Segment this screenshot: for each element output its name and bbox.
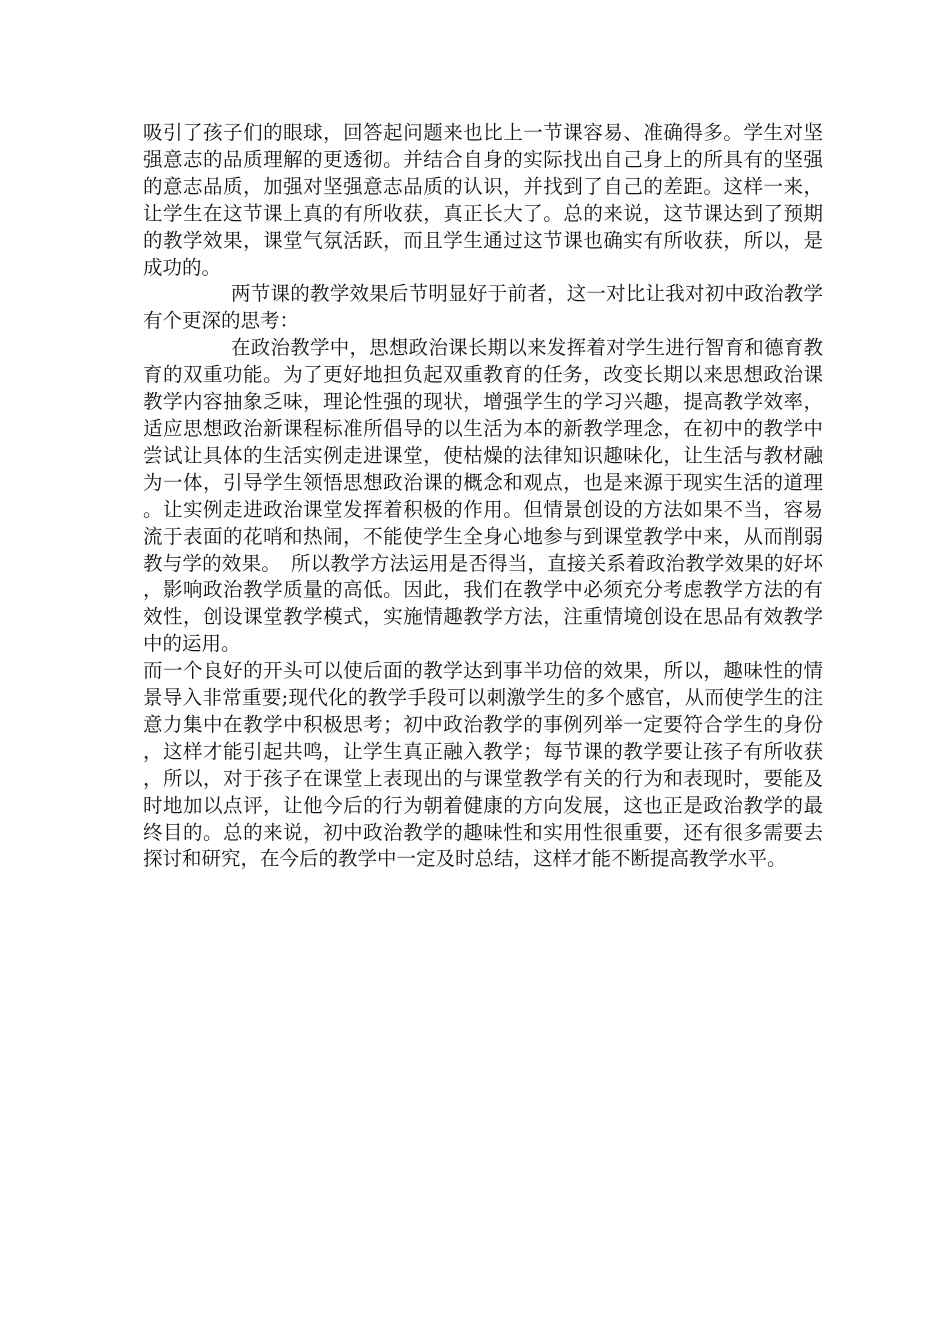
paragraph-1: 吸引了孩子们的眼球，回答起问题来也比上一节课容易、准确得多。学生对坚强意志的品质理解的更透彻。并结合自身的实际找出自己身上的所具有的坚强的意志品质，加强对坚强意志品质的认识，并找到了自己的差距。这样一来，让学生在这节课上真的有所收获，真正长大了。总的来说，这节课达到了预期的教学效果，课堂气氛活跃，而且学生通过这节课也确实有所收获，所以，是成功的。	[143, 121, 823, 279]
paragraph-2: 两节课的教学效果后节明显好于前者，这一对比让我对初中政治教学有个更深的思考：	[143, 282, 823, 333]
document-body	[143, 120, 823, 873]
paragraph-4: 而一个良好的开头可以使后面的教学达到事半功倍的效果，所以，趣味性的情景导入非常重要;现代化的教学手段可以刺激学生的多个感官，从而使学生的注意力集中在教学中积极思考；初中政治教学的事例列举一定要符合学生的身份，这样才能引起共鸣，让学生真正融入教学；每节课的教学要让孩子有所收获，所以，对于孩子在课堂上表现出的与课堂教学有关的行为和表现时，要能及时地加以点评，让他今后的行为朝着健康的方向发展，这也正是政治教学的最终目的。总的来说，初中政治教学的趣味性和实用性很重要，还有很多需要去探讨和研究，在今后的教学中一定及时总结，这样才能不断提高教学水平。	[143, 659, 823, 871]
paragraph-3: 在政治教学中，思想政治课长期以来发挥着对学生进行智育和德育教育的双重功能。为了更好地担负起双重教育的任务，改变长期以来思想政治课教学内容抽象乏味，理论性强的现状，增强学生的学习兴趣，提高教学效率，适应思想政治新课程标准所倡导的以生活为本的新教学理念，在初中的教学中尝试让具体的生活实例走进课堂，使枯燥的法律知识趣味化，让生活与教材融为一体，引导学生领悟思想政治课的概念和观点，也是来源于现实生活的道理。让实例走进政治课堂发挥着积极的作用。但情景创设的方法如果不当，容易流于表面的花哨和热闹，不能使学生全身心地参与到课堂教学中来，从而削弱教与学的效果。 所以教学方法运用是否得当，直接关系着政治教学效果的好坏，影响政治教学质量的高低。因此，我们在教学中必须充分考虑教学方法的有效性，创设课堂教学模式，实施情趣教学方法，注重情境创设在思品有效教学中的运用。	[143, 336, 823, 656]
